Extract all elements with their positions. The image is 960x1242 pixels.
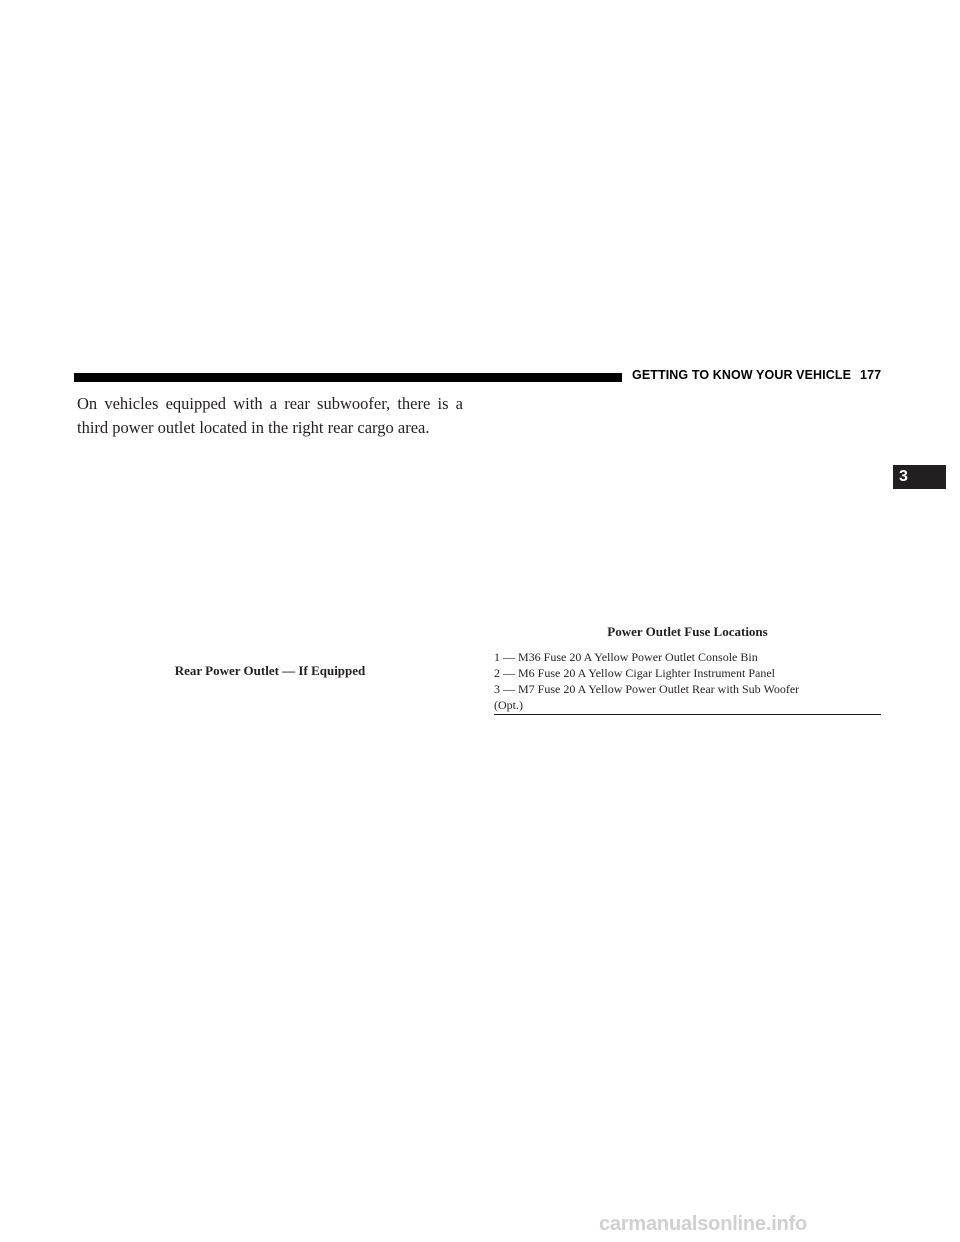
fuse-item: 1 — M36 Fuse 20 A Yellow Power Outlet Console Bin	[494, 650, 758, 664]
rear-outlet-caption: Rear Power Outlet — If Equipped	[174, 663, 366, 678]
running-header	[632, 368, 881, 386]
fuse-list-rule	[494, 714, 881, 715]
body-line-1: On vehicles equipped with a rear subwoofer, there is a	[77, 394, 463, 413]
chapter-tab: 3	[893, 465, 946, 489]
header-rule	[74, 373, 622, 382]
fuse-item: 2 — M6 Fuse 20 A Yellow Cigar Lighter Instrument Panel	[494, 666, 775, 680]
fuse-list	[494, 649, 881, 713]
body-line-2: third power outlet located in the right rear cargo area.	[77, 418, 430, 437]
fuse-item: (Opt.)	[494, 698, 523, 712]
page-number: 177	[860, 368, 882, 382]
fuse-locations-caption: Power Outlet Fuse Locations	[607, 624, 768, 639]
watermark: carmanualsonline.info	[599, 1213, 808, 1235]
body-paragraph	[77, 392, 463, 440]
fuse-item: 3 — M7 Fuse 20 A Yellow Power Outlet Rear with Sub Woofer	[494, 682, 800, 696]
header-title: GETTING TO KNOW YOUR VEHICLE	[632, 368, 852, 382]
